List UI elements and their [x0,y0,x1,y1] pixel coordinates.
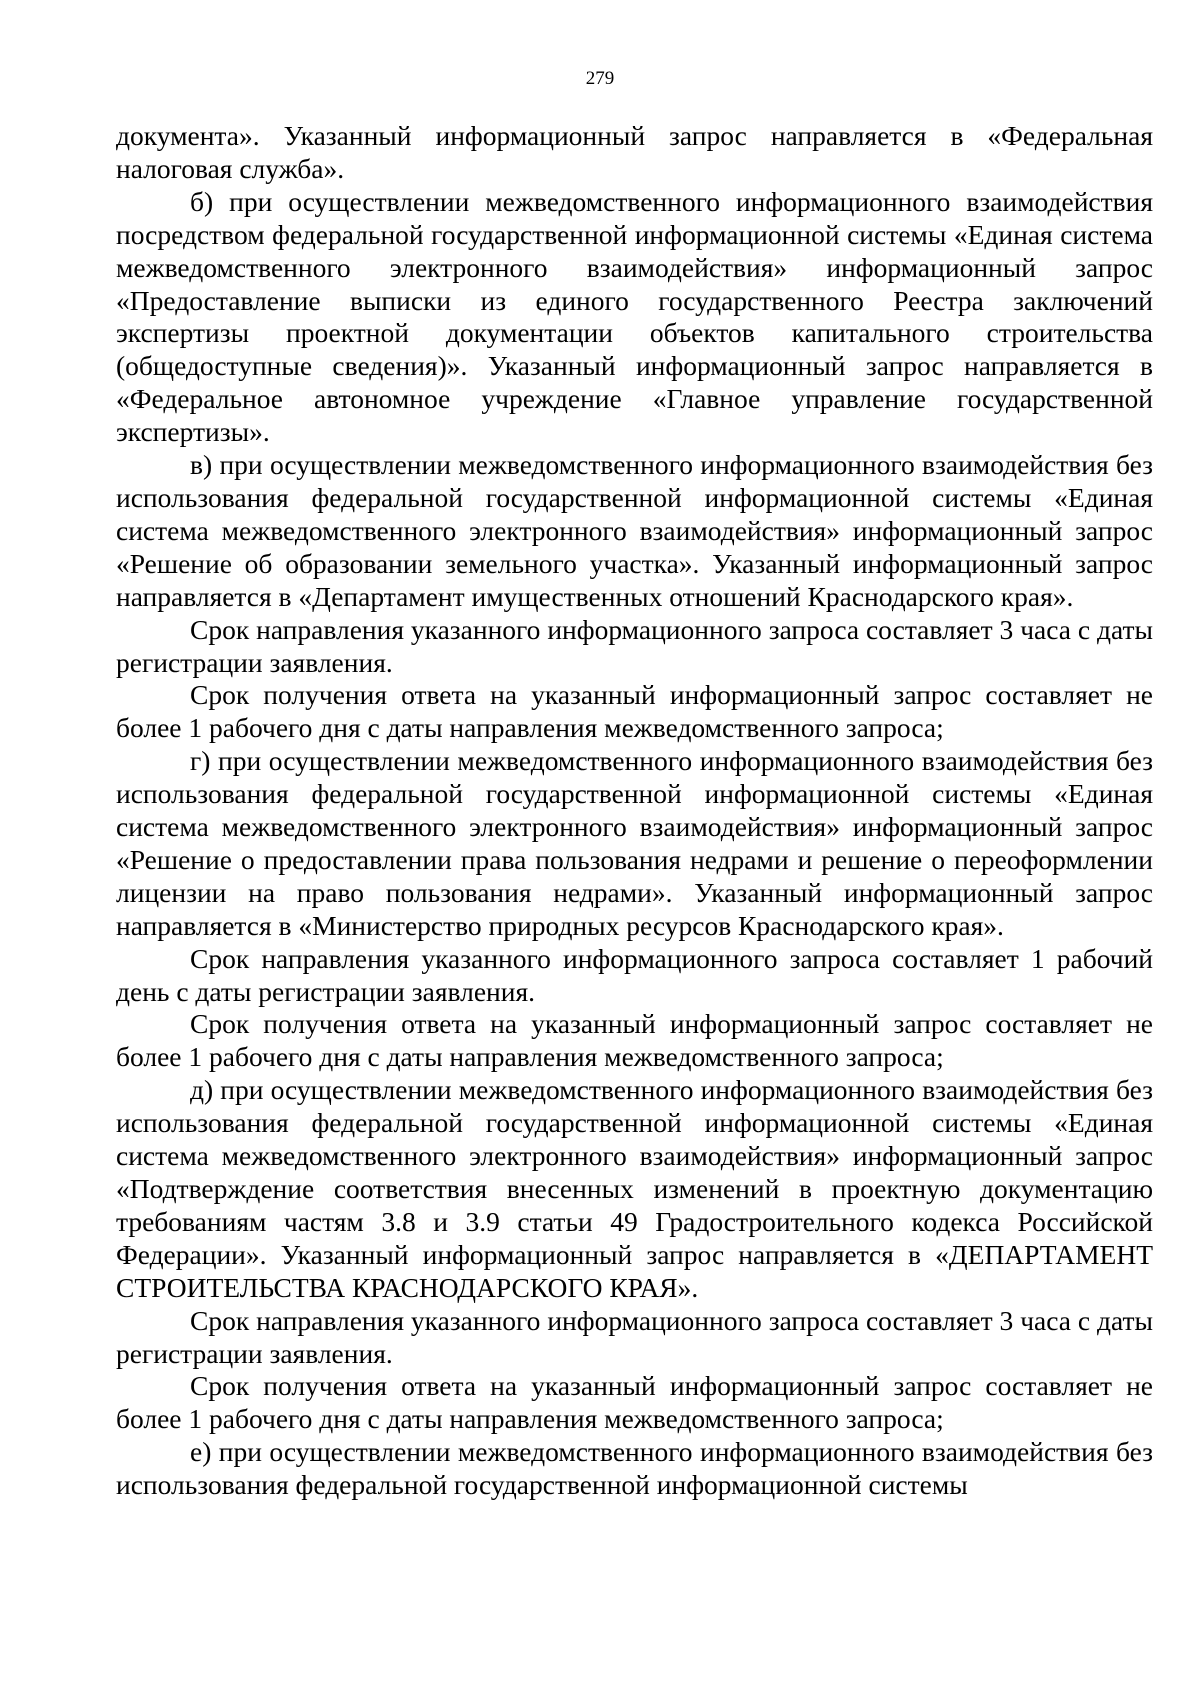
paragraph-item-e: е) при осуществлении межведомственного информационного взаимодействия без использования федеральной государственной информационной системы [116,1436,1153,1501]
paragraph-request-deadline: Срок направления указанного информационного запроса составляет 1 рабочий день с даты регистрации заявления. [116,942,1153,1007]
page-number: 279 [585,68,615,89]
paragraph-item-b: б) при осуществлении межведомственного информационного взаимодействия посредством федеральной государственной информационной системы «Единая система межведомственного электронного взаимодействия» информационный запрос «Предоставление выписки из единого государственного Реестра заключений экспертизы проектной документации объектов капитального строительства (общедоступные сведения)». Указанный информационный запрос направляется в «Федеральное автономное учреждение «Главное управление государственной экспертизы». [116,185,1153,448]
paragraph-item-v: в) при осуществлении межведомственного информационного взаимодействия без использования федеральной государственной информационной системы «Единая система межведомственного электронного взаимодействия» информационный запрос «Решение об образовании земельного участка». Указанный информационный запрос направляется в «Департамент имущественных отношений Краснодарского края». [116,449,1153,612]
paragraph-response-deadline: Срок получения ответа на указанный информационный запрос составляет не более 1 рабочего дня с даты направления межведомственного запроса; [116,1370,1153,1435]
paragraph-item-g: г) при осуществлении межведомственного информационного взаимодействия без использования федеральной государственной информационной системы «Единая система межведомственного электронного взаимодействия» информационный запрос «Решение о предоставлении права пользования недрами и решение о переоформлении лицензии на право пользования недрами». Указанный информационный запрос направляется в «Министерство природных ресурсов Краснодарского края». [116,745,1153,941]
paragraph-item-d: д) при осуществлении межведомственного информационного взаимодействия без использования федеральной государственной информационной системы «Единая система межведомственного электронного взаимодействия» информационный запрос «Подтверждение соответствия внесенных изменений в проектную документацию требованиям частям 3.8 и 3.9 статьи 49 Градостроительного кодекса Российской Федерации». Указанный информационный запрос направляется в «ДЕПАРТАМЕНТ СТРОИТЕЛЬСТВА КРАСНОДАРСКОГО КРАЯ». [116,1074,1153,1303]
paragraph-response-deadline: Срок получения ответа на указанный информационный запрос составляет не более 1 рабочего дня с даты направления межведомственного запроса; [116,1008,1153,1073]
paragraph-request-deadline: Срок направления указанного информационного запроса составляет 3 часа с даты регистрации заявления. [116,1304,1153,1369]
paragraph-continuation: документа». Указанный информационный запрос направляется в «Федеральная налоговая служба». [116,120,1153,184]
paragraph-response-deadline: Срок получения ответа на указанный информационный запрос составляет не более 1 рабочего дня с даты направления межведомственного запроса; [116,679,1153,744]
paragraph-request-deadline: Срок направления указанного информационного запроса составляет 3 часа с даты регистрации заявления. [116,613,1153,678]
document-body [116,120,1153,1502]
